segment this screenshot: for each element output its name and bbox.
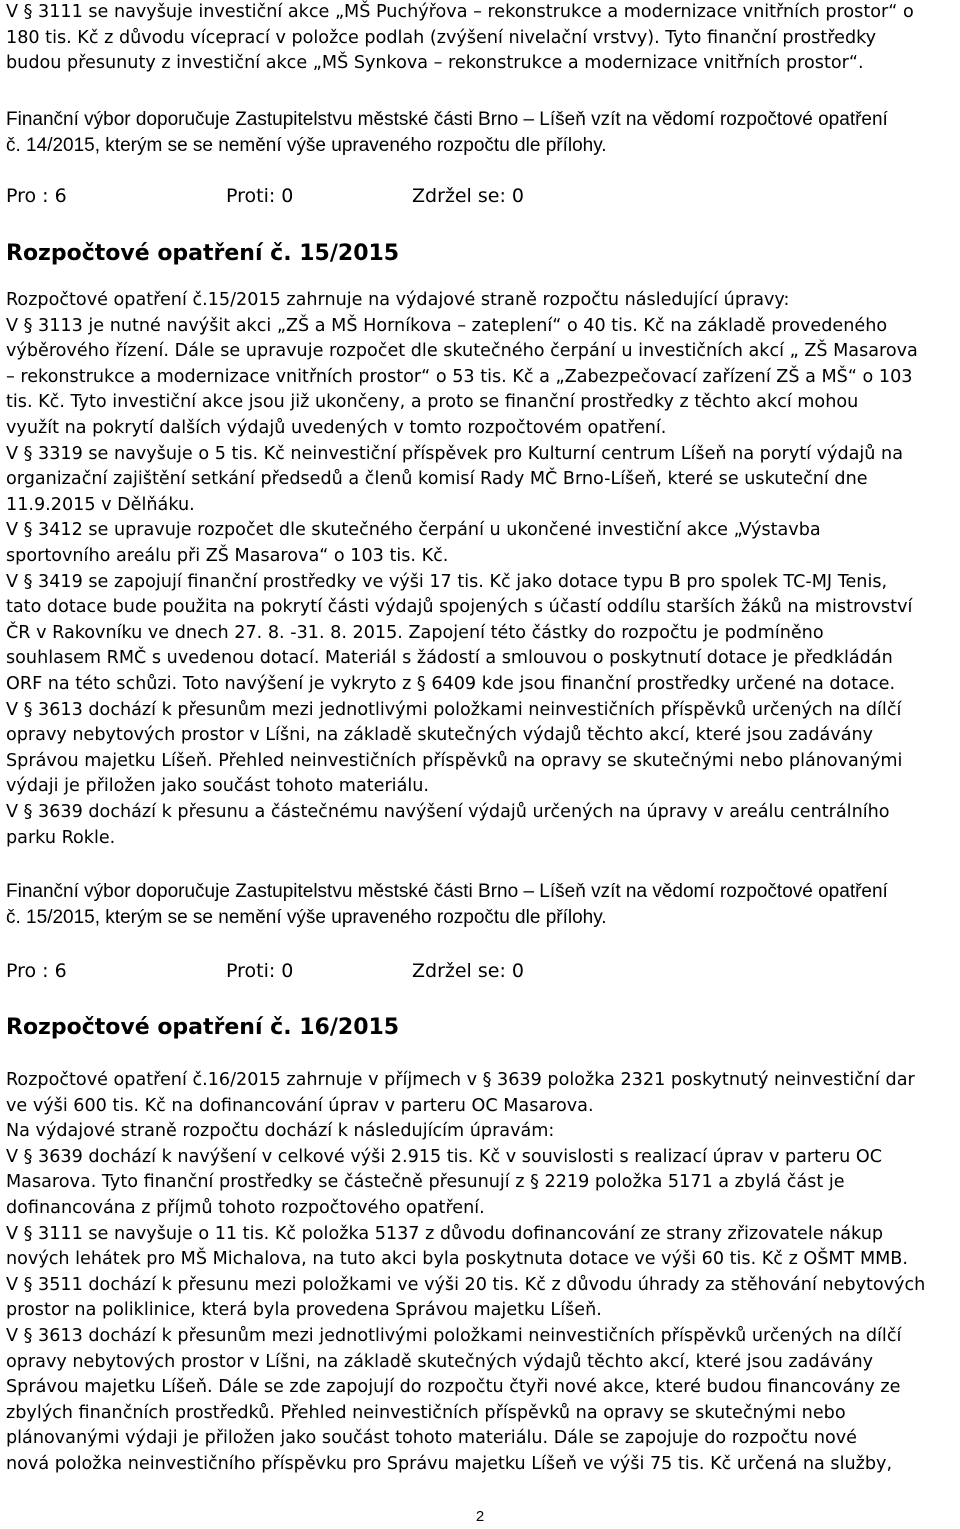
text-line: Rozpočtové opatření č.15/2015 zahrnuje na výdajové straně rozpočtu následující úpravy: bbox=[6, 290, 790, 310]
text-line: výdaji je přiložen jako součást tohoto materiálu. bbox=[6, 776, 429, 797]
text-line: V § 3639 dochází k přesunu a částečnému navýšení výdajů určených na úpravy v areálu centrálního bbox=[6, 802, 890, 822]
text-line: tato dotace bude použita na pokrytí části výdajů spojených s účastí oddílu starších žáků na mistrovství bbox=[6, 597, 913, 618]
vote-proti: Proti: 0 bbox=[226, 185, 294, 207]
vote-pro: Pro : 6 bbox=[6, 185, 67, 207]
text-line: V § 3412 se upravuje rozpočet dle skutečného čerpání u ukončené investiční akce „Výstavba bbox=[6, 520, 821, 541]
text-line: opravy nebytových prostor v Líšni, na základě skutečných výdajů těchto akcí, které jsou zadávány bbox=[6, 1351, 874, 1372]
text-line: Masarova. Tyto finanční prostředky se částečně přesunují z § 2219 položka 5171 a zbylá část je bbox=[6, 1172, 845, 1193]
text-line: 180 tis. Kč z důvodu víceprací v položce podlah (zvýšení nivelační vrstvy). Tyto finanční prostředky bbox=[6, 27, 877, 48]
text-line: 11.9.2015 v Dělňáku. bbox=[6, 494, 195, 515]
text-line: Správou majetku Líšeň. Dále se zde zapojují do rozpočtu čtyři nové akce, které budou financovány ze bbox=[6, 1377, 901, 1398]
vote-zdrzel: Zdržel se: 0 bbox=[412, 185, 524, 207]
text-line: využít na pokrytí dalších výdajů uvedených v tomto rozpočtovém opatření. bbox=[6, 418, 667, 438]
text-line: parku Rokle. bbox=[6, 827, 116, 848]
text-line: V § 3419 se zapojují finanční prostředky ve výši 17 tis. Kč jako dotace typu B pro spolek TC-MJ Tenis, bbox=[6, 571, 888, 592]
text-line: opravy nebytových prostor v Líšni, na základě skutečných výdajů těchto akcí, které jsou zadávány bbox=[6, 725, 874, 746]
text-line: V § 3613 dochází k přesunům mezi jednotlivými položkami neinvestičních příspěvků určených na dílčí bbox=[6, 1326, 902, 1346]
text-line: Finanční výbor doporučuje Zastupitelstvu městské části Brno – Líšeň vzít na vědomí rozpočtové opatření bbox=[6, 109, 888, 130]
text-line: nových lehátek pro MŠ Michalova, na tuto akci byla poskytnuta dotace ve výši 60 tis. Kč z OŠMT MMB. bbox=[6, 1249, 908, 1270]
text-line: zbylých finančních prostředků. Přehled neinvestičních příspěvků na opravy se skutečnými nebo bbox=[6, 1402, 846, 1423]
text-line: V § 3111 se navyšuje investiční akce „MŠ Puchýřova – rekonstrukce a modernizace vnitřních prostor“ o bbox=[6, 2, 914, 22]
text-line: ve výši 600 tis. Kč na dofinancování úprav v parteru OC Masarova. bbox=[6, 1095, 594, 1116]
text-line: č. 14/2015, kterým se se nemění výše upraveného rozpočtu dle přílohy. bbox=[6, 134, 607, 156]
text-line: výběrového řízení. Dále se upravuje rozpočet dle skutečného čerpání u investičních akcí „ ZŠ Masarova bbox=[6, 341, 918, 362]
text-line: dofinancována z příjmů tohoto rozpočtového opatření. bbox=[6, 1198, 485, 1218]
text-line: souhlasem RMČ s uvedenou dotací. Materiál s žádostí a smlouvou o poskytnutí dotace je předkládán bbox=[6, 648, 893, 669]
text-line: organizační zajištění setkání předsedů a členů komisí Rady MČ Brno-Líšeň, které se uskuteční dne bbox=[6, 469, 868, 490]
text-line: V § 3319 se navyšuje o 5 tis. Kč neinvestiční příspěvek pro Kulturní centrum Líšeň na porytí výdajů na bbox=[6, 443, 903, 464]
text-line: ČR v Rakovníku ve dnech 27. 8. -31. 8. 2015. Zapojení této částky do rozpočtu je podmíněno bbox=[6, 622, 824, 643]
vote-proti: Proti: 0 bbox=[226, 960, 294, 982]
text-line: ORF na této schůzi. Toto navýšení je vykryto z § 6409 kde jsou finanční prostředky určené na dotace. bbox=[6, 674, 896, 694]
text-line: Správou majetku Líšeň. Přehled neinvestičních příspěvků na opravy se skutečnými nebo plánovanými bbox=[6, 750, 903, 771]
vote-pro: Pro : 6 bbox=[6, 960, 67, 982]
heading-rozpoctove-opatreni-16: Rozpočtové opatření č. 16/2015 bbox=[6, 1015, 400, 1040]
text-line: budou přesunuty z investiční akce „MŠ Synkova – rekonstrukce a modernizace vnitřních prostor“. bbox=[6, 53, 864, 73]
page-number: 2 bbox=[475, 1508, 485, 1525]
text-line: – rekonstrukce a modernizace vnitřních prostor“ o 53 tis. Kč a „Zabezpečovací zařízení ZŠ a MŠ“ o 103 bbox=[6, 366, 913, 387]
text-line: Rozpočtové opatření č.16/2015 zahrnuje v příjmech v § 3639 položka 2321 poskytnutý neinvestiční dar bbox=[6, 1070, 915, 1090]
text-line: plánovanými výdaji je přiložen jako součást tohoto materiálu. Dále se zapojuje do rozpočtu nové bbox=[6, 1428, 857, 1449]
text-line: nová položka neinvestičního příspěvku pro Správu majetku Líšeň ve výši 75 tis. Kč určená na služby, bbox=[6, 1454, 893, 1474]
text-line: prostor na poliklinice, která byla provedena Správou majetku Líšeň. bbox=[6, 1300, 602, 1321]
text-line: tis. Kč. Tyto investiční akce jsou již ukončeny, a proto se finanční prostředky z těchto akcí mohou bbox=[6, 392, 859, 413]
text-line: V § 3113 je nutné navýšit akci „ZŠ a MŠ Horníkova – zateplení“ o 40 tis. Kč na základě provedeného bbox=[6, 315, 888, 336]
text-line: V § 3639 dochází k navýšení v celkové výši 2.915 tis. Kč v souvislosti s realizací úprav v parteru OC bbox=[6, 1146, 882, 1167]
text-line: Finanční výbor doporučuje Zastupitelstvu městské části Brno – Líšeň vzít na vědomí rozpočtové opatření bbox=[6, 881, 888, 902]
heading-rozpoctove-opatreni-15: Rozpočtové opatření č. 15/2015 bbox=[6, 241, 400, 266]
vote-zdrzel: Zdržel se: 0 bbox=[412, 960, 524, 982]
text-line: č. 15/2015, kterým se se nemění výše upraveného rozpočtu dle přílohy. bbox=[6, 906, 607, 928]
text-line: V § 3613 dochází k přesunům mezi jednotlivými položkami neinvestičních příspěvků určených na dílčí bbox=[6, 699, 902, 720]
text-line: Na výdajové straně rozpočtu dochází k následujícím úpravám: bbox=[6, 1121, 555, 1142]
text-line: V § 3511 dochází k přesunu mezi položkami ve výši 20 tis. Kč z důvodu úhrady za stěhování nebytových bbox=[6, 1274, 926, 1295]
text-line: sportovního areálu při ZŠ Masarova“ o 103 tis. Kč. bbox=[6, 546, 449, 566]
text-line: V § 3111 se navyšuje o 11 tis. Kč položka 5137 z důvodu dofinancování ze strany zřizovatele nákup bbox=[6, 1223, 884, 1244]
